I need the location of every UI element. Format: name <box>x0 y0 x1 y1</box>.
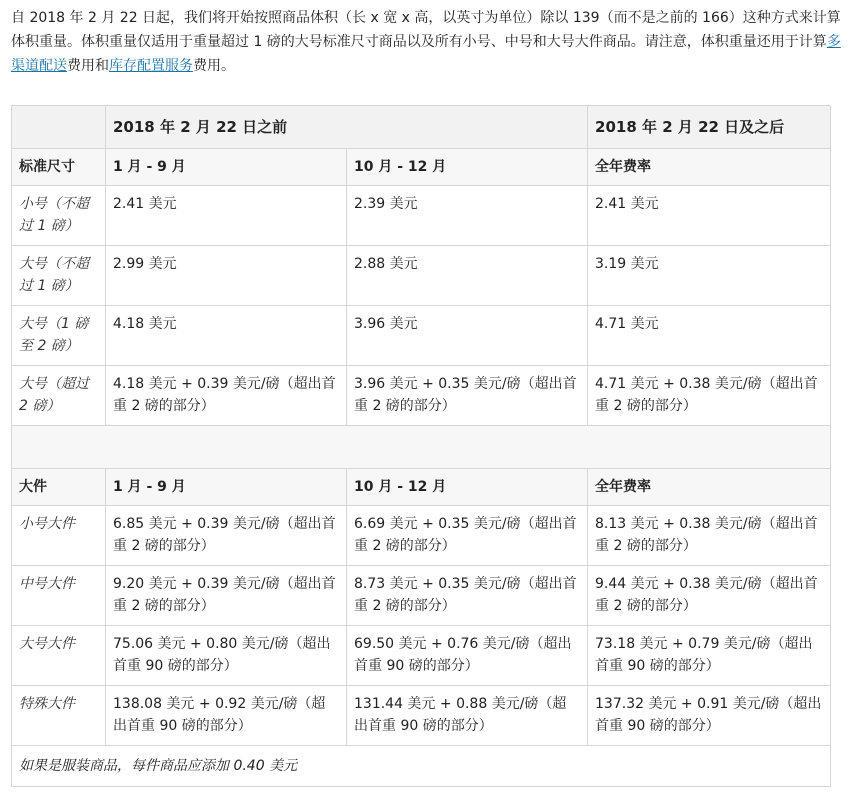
cell-oct-dec: 8.73 美元 + 0.35 美元/磅（超出首重 2 磅的部分） <box>347 566 588 626</box>
cell-oct-dec: 69.50 美元 + 0.76 美元/磅（超出首重 90 磅的部分） <box>347 626 588 686</box>
cell-jan-sep: 6.85 美元 + 0.39 美元/磅（超出首重 2 磅的部分） <box>106 506 347 566</box>
section-spacer-row <box>12 426 831 469</box>
multi-channel-fulfillment-link[interactable]: 多渠道配送 <box>11 34 841 74</box>
intro-text-3: 费用。 <box>193 58 235 74</box>
intro-text-2: 费用和 <box>67 58 109 74</box>
period-header-row <box>12 106 831 149</box>
table-row <box>12 366 831 426</box>
standard-header-row <box>12 149 831 186</box>
table-row <box>12 686 831 746</box>
standard-col-full-year: 全年费率 <box>588 149 831 186</box>
oversize-col-jan-sep: 1 月 - 9 月 <box>106 469 347 506</box>
standard-col-jan-sep: 1 月 - 9 月 <box>106 149 347 186</box>
standard-col-oct-dec: 10 月 - 12 月 <box>347 149 588 186</box>
cell-full-year: 9.44 美元 + 0.38 美元/磅（超出首重 2 磅的部分） <box>588 566 831 626</box>
cell-jan-sep: 9.20 美元 + 0.39 美元/磅（超出首重 2 磅的部分） <box>106 566 347 626</box>
fee-table <box>11 105 831 787</box>
table-row <box>12 246 831 306</box>
table-row <box>12 626 831 686</box>
row-label: 大号（超过 2 磅） <box>12 366 106 426</box>
table-row <box>12 566 831 626</box>
apparel-footnote: 如果是服装商品，每件商品应添加 0.40 美元 <box>12 746 831 787</box>
cell-jan-sep: 2.99 美元 <box>106 246 347 306</box>
cell-full-year: 137.32 美元 + 0.91 美元/磅（超出首重 90 磅的部分） <box>588 686 831 746</box>
cell-oct-dec: 2.88 美元 <box>347 246 588 306</box>
cell-oct-dec: 3.96 美元 <box>347 306 588 366</box>
row-label: 大号大件 <box>12 626 106 686</box>
period-header-empty <box>12 106 106 149</box>
cell-jan-sep: 4.18 美元 <box>106 306 347 366</box>
cell-jan-sep: 138.08 美元 + 0.92 美元/磅（超出首重 90 磅的部分） <box>106 686 347 746</box>
footnote-row <box>12 746 831 787</box>
cell-jan-sep: 4.18 美元 + 0.39 美元/磅（超出首重 2 磅的部分） <box>106 366 347 426</box>
cell-full-year: 2.41 美元 <box>588 186 831 246</box>
row-label: 小号（不超过 1 磅） <box>12 186 106 246</box>
cell-full-year: 73.18 美元 + 0.79 美元/磅（超出首重 90 磅的部分） <box>588 626 831 686</box>
cell-full-year: 8.13 美元 + 0.38 美元/磅（超出首重 2 磅的部分） <box>588 506 831 566</box>
table-row <box>12 506 831 566</box>
cell-oct-dec: 131.44 美元 + 0.88 美元/磅（超出首重 90 磅的部分） <box>347 686 588 746</box>
oversize-header-row <box>12 469 831 506</box>
intro-paragraph <box>11 6 841 78</box>
row-label: 中号大件 <box>12 566 106 626</box>
cell-oct-dec: 6.69 美元 + 0.35 美元/磅（超出首重 2 磅的部分） <box>347 506 588 566</box>
oversize-section-label: 大件 <box>12 469 106 506</box>
intro-text-1: 自 2018 年 2 月 22 日起，我们将开始按照商品体积（长 x 宽 x 高，以英寸为单位）除以 139（而不是之前的 166）这种方式来计算体积重量。体积重量仅适用于重量超过 1 磅的大号标准尺寸商品以及所有小号、中号和大号大件商品。请注意，体积重量还用于计算 <box>11 10 841 50</box>
row-label: 特殊大件 <box>12 686 106 746</box>
cell-full-year: 4.71 美元 + 0.38 美元/磅（超出首重 2 磅的部分） <box>588 366 831 426</box>
period-header-before: 2018 年 2 月 22 日之前 <box>106 106 588 149</box>
row-label: 大号（1 磅至 2 磅） <box>12 306 106 366</box>
row-label: 小号大件 <box>12 506 106 566</box>
cell-jan-sep: 2.41 美元 <box>106 186 347 246</box>
oversize-col-oct-dec: 10 月 - 12 月 <box>347 469 588 506</box>
standard-section-label: 标准尺寸 <box>12 149 106 186</box>
period-header-after: 2018 年 2 月 22 日及之后 <box>588 106 831 149</box>
cell-full-year: 4.71 美元 <box>588 306 831 366</box>
table-row <box>12 306 831 366</box>
cell-full-year: 3.19 美元 <box>588 246 831 306</box>
inventory-placement-service-link[interactable]: 库存配置服务 <box>109 58 193 74</box>
oversize-col-full-year: 全年费率 <box>588 469 831 506</box>
cell-jan-sep: 75.06 美元 + 0.80 美元/磅（超出首重 90 磅的部分） <box>106 626 347 686</box>
cell-oct-dec: 3.96 美元 + 0.35 美元/磅（超出首重 2 磅的部分） <box>347 366 588 426</box>
row-label: 大号（不超过 1 磅） <box>12 246 106 306</box>
cell-oct-dec: 2.39 美元 <box>347 186 588 246</box>
section-spacer <box>12 426 831 469</box>
table-row <box>12 186 831 246</box>
